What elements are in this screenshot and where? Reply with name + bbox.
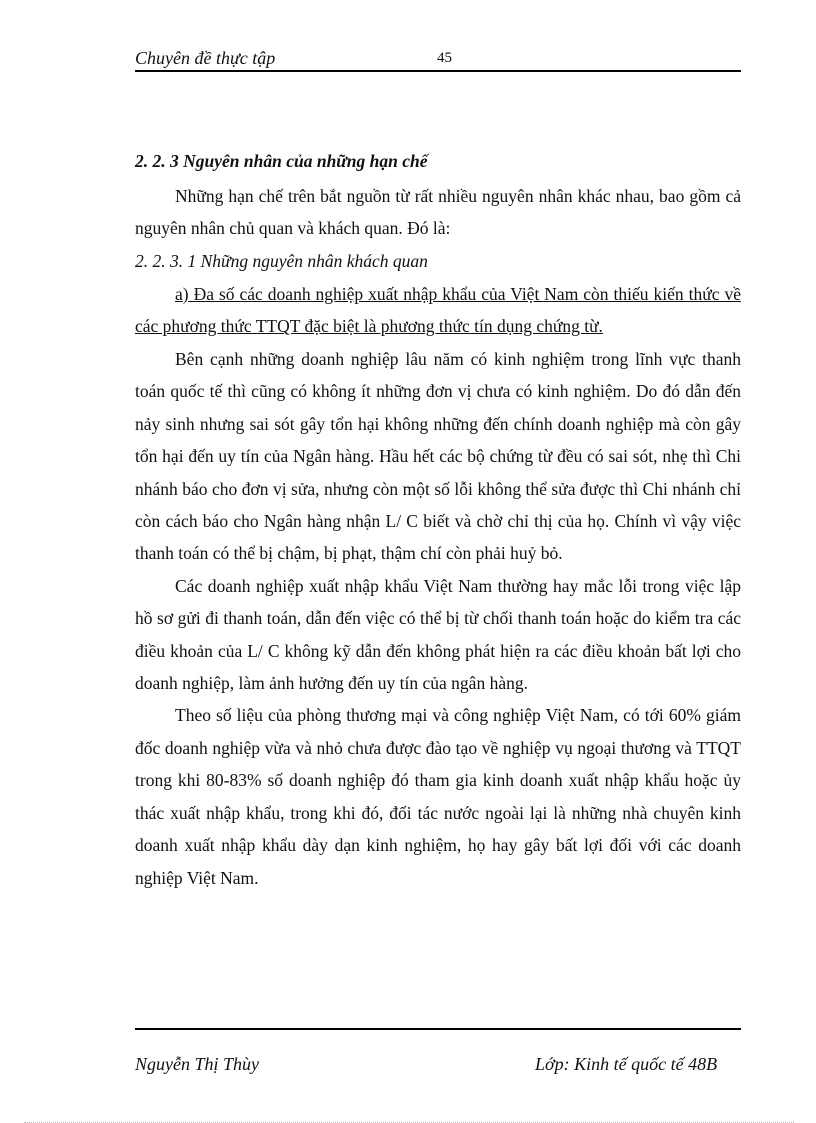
subsection-heading: 2. 2. 3. 1 Những nguyên nhân khách quan (135, 250, 428, 271)
page-body (135, 148, 741, 894)
body-paragraph: Bên cạnh những doanh nghiệp lâu năm có kinh nghiệm trong lĩnh vực thanh toán quốc tế thì cũng có không ít những đơn vị chưa có kinh nghiệm. Do đó dẫn đến nảy sinh nhưng sai sót gây tổn hại không những đến chính doanh nghiệp mà còn gây tổn hại đến uy tín của Ngân hàng. Hầu hết các bộ chứng từ đều có sai sót, nhẹ thì Chi nhánh báo cho đơn vị sửa, nhưng còn một số lỗi không thể sửa được thì Chi nhánh chỉ còn cách báo cho Ngân hàng nhận L/ C biết và chờ chỉ thị của họ. Chính vì vậy việc thanh toán có thể bị chậm, bị phạt, thậm chí còn phải huỷ bỏ. (135, 349, 741, 564)
footer-author: Nguyễn Thị Thùy (135, 1054, 259, 1074)
item-a (135, 278, 741, 343)
item-a-text: a) Đa số các doanh nghiệp xuất nhập khẩu của Việt Nam còn thiếu kiến thức về các phương thức TTQT đặc biệt là phương thức tín dụng chứng từ. (135, 283, 741, 337)
intro-paragraph: Những hạn chế trên bắt nguồn từ rất nhiều nguyên nhân khác nhau, bao gồm cả nguyên nhân chủ quan và khách quan. Đó là: (135, 186, 741, 239)
footer-class: Lớp: Kinh tế quốc tế 48B (535, 1054, 718, 1074)
header-divider (135, 70, 741, 72)
body-paragraph: Các doanh nghiệp xuất nhập khẩu Việt Nam thường hay mắc lỗi trong việc lập hồ sơ gửi đi thanh toán, dẫn đến việc có thể bị từ chối thanh toán hoặc do kiểm tra các điều khoản của L/ C không kỹ dẫn đến không phát hiện ra các điều khoản bất lợi cho doanh nghiệp, làm ảnh hưởng đến uy tín của ngân hàng. (135, 575, 741, 694)
body-paragraph: Theo số liệu của phòng thương mại và công nghiệp Việt Nam, có tới 60% giám đốc doanh nghiệp vừa và nhỏ chưa được đào tạo về nghiệp vụ ngoại thương và TTQT trong khi 80-83% số doanh nghiệp đó tham gia kinh doanh xuất nhập khẩu hoặc ủy thác xuất nhập khẩu, trong khi đó, đối tác nước ngoài lại là những nhà chuyên kinh doanh xuất nhập khẩu dày dạn kinh nghiệm, họ hay gây bất lợi đối với các doanh nghiệp Việt Nam. (135, 705, 741, 888)
header-title: Chuyên đề thực tập (135, 48, 276, 68)
page-number: 45 (437, 50, 452, 66)
section-heading: 2. 2. 3 Nguyên nhân của những hạn chế (135, 151, 428, 171)
footer-divider (135, 1028, 741, 1030)
